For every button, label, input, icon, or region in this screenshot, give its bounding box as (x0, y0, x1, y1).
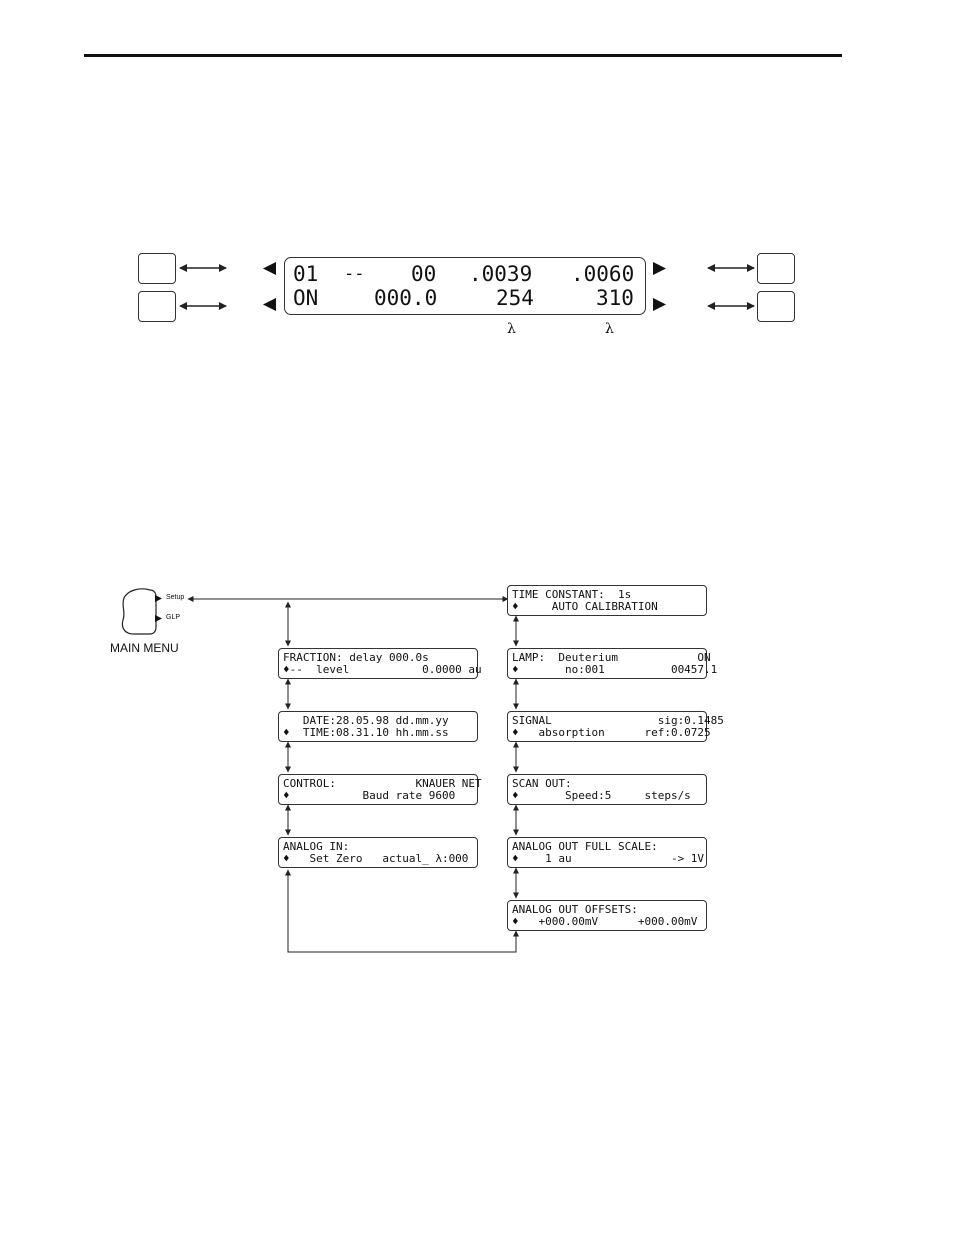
display-row1-absorbance-1: .0039 (469, 262, 533, 286)
menu-box-line: ♦-- level 0.0000 au (283, 663, 482, 676)
display-row1-value: 00 (411, 262, 437, 286)
menu-box-time-constant[interactable] (507, 585, 707, 616)
display-row2-wavelength-2: 310 (596, 286, 634, 310)
menu-box-line: ♦ +000.00mV +000.00mV (512, 915, 698, 928)
menu-box-analog-out-offsets[interactable] (507, 900, 707, 931)
menu-box-line: ♦ Set Zero actual_ λ:000 (283, 852, 469, 865)
menu-box-line: ♦ absorption ref:0.0725 (512, 726, 711, 739)
glp-label: GLP (166, 614, 181, 621)
menu-box-analog-in[interactable] (278, 837, 478, 868)
lambda-label-2: λ (605, 321, 614, 337)
main-menu-knob-icon (122, 589, 156, 634)
menu-box-line: ♦ Speed:5 steps/s (512, 789, 691, 802)
menu-box-line: CONTROL: KNAUER NET (283, 777, 482, 790)
menu-box-line: SCAN OUT: (512, 777, 572, 790)
menu-box-line: ♦ no:001 00457.1 (512, 663, 718, 676)
glp-pointer-icon (155, 615, 162, 622)
display-row1-dash: -- (344, 264, 365, 284)
display-row1-absorbance-2: .0060 (571, 262, 635, 286)
menu-box-line: ANALOG IN: (283, 840, 350, 853)
menu-box-line: ♦ 1 au -> 1V (512, 852, 705, 865)
menu-box-line: TIME CONSTANT: 1s (512, 588, 632, 601)
loop-connector (288, 870, 516, 952)
display-row2-time: 000.0 (374, 286, 438, 310)
menu-box-line: FRACTION: delay 000.0s (283, 651, 429, 664)
menu-box-signal[interactable] (507, 711, 724, 742)
setup-pointer-icon (155, 595, 162, 602)
setup-label: Setup (166, 594, 185, 601)
menu-box-line: ♦ Baud rate 9600 (283, 789, 456, 802)
menu-box-date-time[interactable] (278, 711, 478, 742)
menu-box-line: ♦ AUTO CALIBRATION (512, 600, 658, 613)
main-menu-label: MAIN MENU (110, 641, 179, 655)
display-row2-wavelength-1: 254 (496, 286, 534, 310)
menu-box-fraction[interactable] (278, 648, 482, 679)
menu-box-line: LAMP: Deuterium ON (512, 651, 711, 664)
menu-box-line: ANALOG OUT OFFSETS: (512, 903, 638, 916)
menu-box-line: DATE:28.05.98 dd.mm.yy (283, 714, 449, 727)
display-row2-status: ON (293, 286, 319, 310)
menu-box-line: SIGNAL sig:0.1485 (512, 714, 724, 727)
menu-box-analog-out-full-scale[interactable] (507, 837, 707, 868)
display-row1-channel: 01 (293, 262, 319, 286)
menu-box-control[interactable] (278, 774, 482, 805)
menu-box-scan-out[interactable] (507, 774, 707, 805)
menu-box-line: ♦ TIME:08.31.10 hh.mm.ss (283, 726, 449, 739)
lambda-label-1: λ (507, 321, 516, 337)
menu-box-lamp[interactable] (507, 648, 718, 679)
menu-box-line: ANALOG OUT FULL SCALE: (512, 840, 658, 853)
